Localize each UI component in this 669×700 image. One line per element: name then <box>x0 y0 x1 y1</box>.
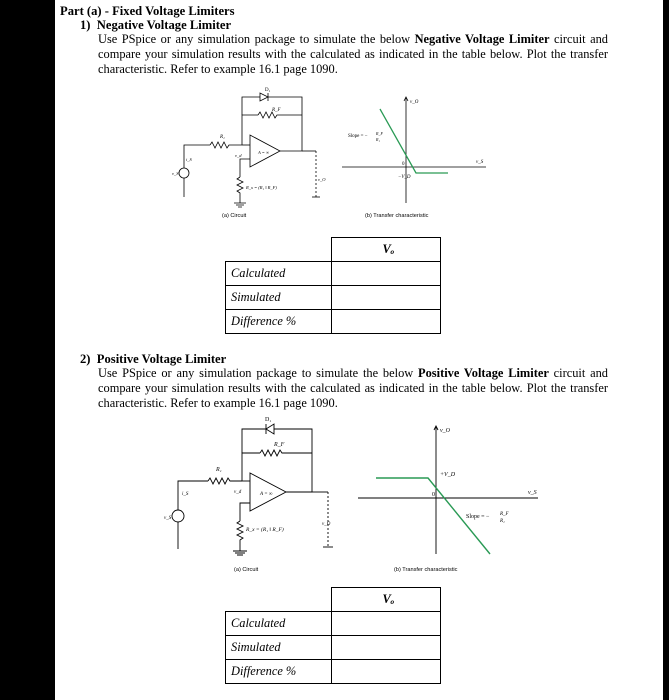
vo-header: Vₒ <box>332 238 441 262</box>
svg-text:R_F: R_F <box>274 442 285 448</box>
section2-number: 2) <box>80 352 91 366</box>
svg-text:R₁: R₁ <box>500 519 505 524</box>
table-row <box>226 636 441 660</box>
section1-number: 1) <box>80 18 91 32</box>
diode-symbol <box>266 424 274 434</box>
row-label-calculated: Calculated <box>226 262 332 286</box>
table-row <box>226 286 441 310</box>
part-title: Part (a) - Fixed Voltage Limiters <box>60 4 235 18</box>
simulated-value-cell <box>332 286 441 310</box>
calculated-value-cell <box>332 612 441 636</box>
svg-text:v_O: v_O <box>410 100 419 105</box>
row-label-simulated: Simulated <box>226 636 332 660</box>
svg-text:v_S: v_S <box>164 516 172 521</box>
simulated-value-cell <box>332 636 441 660</box>
row-label-calculated: Calculated <box>226 612 332 636</box>
section1-paragraph: Use PSpice or any simulation package to simulate the below Negative Voltage Limiter circuit and compare your simulation results with the calculated as indicated in the table below. Plot the transfer characteristic. Refer to example 16.1 page 1090. <box>98 32 608 76</box>
svg-text:R₁: R₁ <box>216 467 222 473</box>
svg-text:R_x = (R₁ ‖ R_F): R_x = (R₁ ‖ R_F) <box>246 527 284 533</box>
svg-text:D₁: D₁ <box>265 88 271 93</box>
calculated-value-cell <box>332 262 441 286</box>
source-symbol <box>179 168 189 178</box>
svg-text:v_d: v_d <box>234 490 242 495</box>
diode-symbol <box>260 93 268 101</box>
table-row <box>226 310 441 334</box>
section2-circuit-caption: (a) Circuit <box>234 567 259 573</box>
svg-text:R_F: R_F <box>272 108 281 113</box>
difference-value-cell <box>332 660 441 684</box>
transfer-line <box>380 109 448 173</box>
difference-value-cell <box>332 310 441 334</box>
negative-limiter-circuit <box>170 85 330 217</box>
negative-limiter-transfer-plot <box>340 93 490 209</box>
section2-paragraph: Use PSpice or any simulation package to simulate the below Positive Voltage Limiter circuit and compare your simulation results with the calculated as indicated in the table below. Plot the transfer characteristic. Refer to example 16.1 page 1090. <box>98 366 609 410</box>
row-label-difference: Difference % <box>226 660 332 684</box>
svg-text:R_F: R_F <box>376 131 383 136</box>
table-row <box>226 612 441 636</box>
svg-text:v_d: v_d <box>235 153 242 158</box>
section2-results-table <box>225 587 441 684</box>
section2-transfer-caption: (b) Transfer characteristic <box>394 567 458 573</box>
table-row <box>226 238 441 262</box>
section2-title: Positive Voltage Limiter <box>96 352 227 366</box>
rx-resistor <box>237 177 243 203</box>
right-black-margin <box>663 0 669 700</box>
svg-text:Slope = −: Slope = − <box>466 514 490 520</box>
section1-heading <box>80 18 231 32</box>
svg-text:Slope = −: Slope = − <box>348 134 368 139</box>
section1-circuit-caption: (a) Circuit <box>222 213 247 219</box>
svg-text:v_S: v_S <box>476 160 484 165</box>
svg-text:R₁: R₁ <box>376 137 380 142</box>
positive-limiter-circuit <box>162 413 347 563</box>
svg-text:v_O: v_O <box>318 177 326 182</box>
table-row <box>226 660 441 684</box>
svg-text:v_S: v_S <box>528 490 537 496</box>
left-black-margin <box>0 0 55 700</box>
svg-text:D₁: D₁ <box>265 417 272 423</box>
svg-text:v_O: v_O <box>322 522 331 527</box>
positive-limiter-transfer-plot <box>356 420 542 560</box>
svg-text:0: 0 <box>402 162 405 167</box>
section2-heading <box>80 352 226 366</box>
row-label-difference: Difference % <box>226 310 332 334</box>
rf-resistor <box>260 450 312 456</box>
section1-transfer-caption: (b) Transfer characteristic <box>365 213 429 219</box>
svg-text:+V_D: +V_D <box>440 472 456 478</box>
svg-text:0: 0 <box>432 492 435 498</box>
svg-text:R_x = (R₁ ‖ R_F): R_x = (R₁ ‖ R_F) <box>246 185 277 190</box>
row-label-simulated: Simulated <box>226 286 332 310</box>
source-symbol <box>172 510 184 522</box>
vo-header: Vₒ <box>332 588 441 612</box>
table-row <box>226 588 441 612</box>
svg-text:R_F: R_F <box>500 512 509 517</box>
svg-text:v_O: v_O <box>440 428 450 434</box>
svg-text:v_S: v_S <box>172 171 179 176</box>
section1-results-table <box>225 237 441 334</box>
table-row <box>226 262 441 286</box>
section1-title: Negative Voltage Limiter <box>96 18 232 32</box>
svg-text:i_S: i_S <box>182 492 189 497</box>
rx-resistor <box>237 521 243 551</box>
svg-text:A = ∞: A = ∞ <box>260 492 273 497</box>
svg-text:A = ∞: A = ∞ <box>258 150 270 155</box>
svg-text:i_S: i_S <box>186 157 192 162</box>
svg-text:−V_D: −V_D <box>398 175 411 180</box>
r1-resistor <box>208 478 242 484</box>
r1-resistor <box>210 142 242 148</box>
svg-text:R₁: R₁ <box>220 135 225 140</box>
